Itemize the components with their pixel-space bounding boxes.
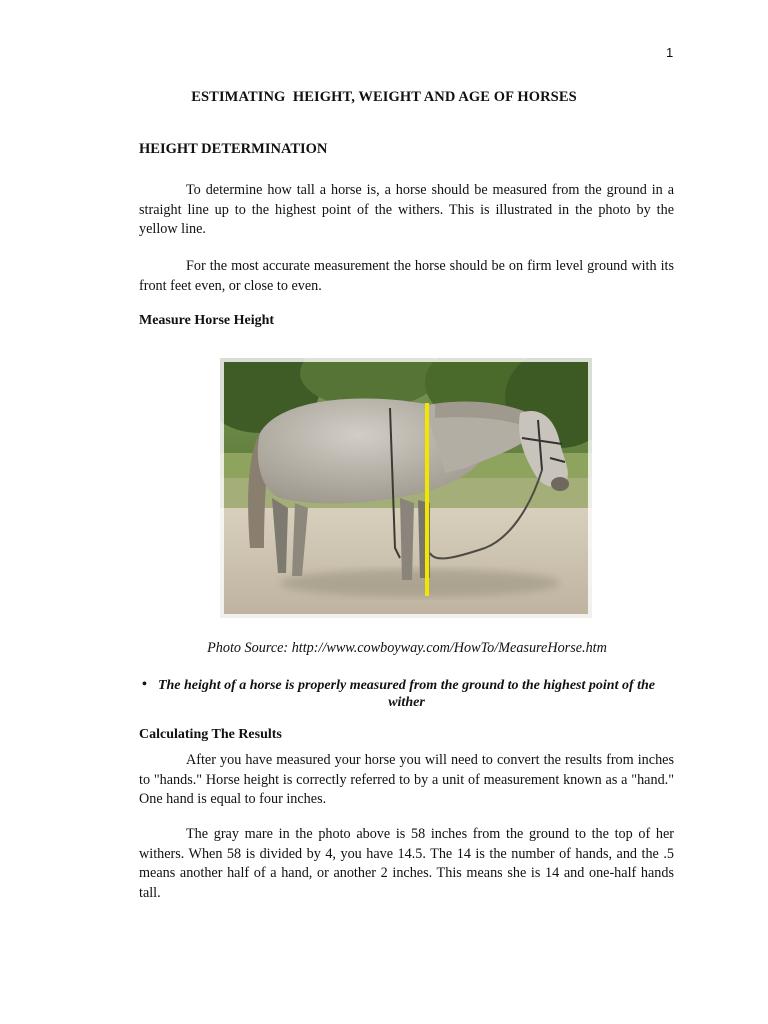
page-number: 1 [666,45,674,60]
document-title: ESTIMATING HEIGHT, WEIGHT AND AGE OF HORSES [191,89,577,105]
bullet-dot-icon: • [142,677,147,692]
horse-photo [220,358,592,618]
paragraph-accuracy-text: For the most accurate measurement the horse should be on firm level ground with its front feet even, or close to even. [139,258,674,294]
paragraph-conversion [139,751,674,810]
bullet-text: The height of a horse is properly measured from the ground to the highest point of the wither [157,678,656,710]
photo-caption: Photo Source: http://www.cowboyway.com/HowTo/MeasureHorse.htm [207,640,607,656]
paragraph-accuracy [139,257,674,296]
section-heading: HEIGHT DETERMINATION [139,141,328,157]
paragraph-example [139,825,674,903]
bullet-point [139,677,674,711]
subheading-results: Calculating The Results [139,727,282,742]
paragraph-example-text: The gray mare in the photo above is 58 inches from the ground to the top of her withers. When 58 is divided by 4, you have 14.5. The 14 is the number of hands, and the .5 means another half of a hand, or another 2 inches. This means she is 14 and one-half hands tall. [139,826,674,901]
paragraph-conversion-text: After you have measured your horse you will need to convert the results from inches to "hands." Horse height is correctly referred to by a unit of measurement known as a "hand." One hand is equal to four inches. [139,752,674,807]
subheading-measure: Measure Horse Height [139,313,275,328]
paragraph-intro [139,181,674,240]
paragraph-intro-text: To determine how tall a horse is, a horse should be measured from the ground in a straight line up to the highest point of the withers. This is illustrated in the photo by the yellow line. [139,182,674,237]
